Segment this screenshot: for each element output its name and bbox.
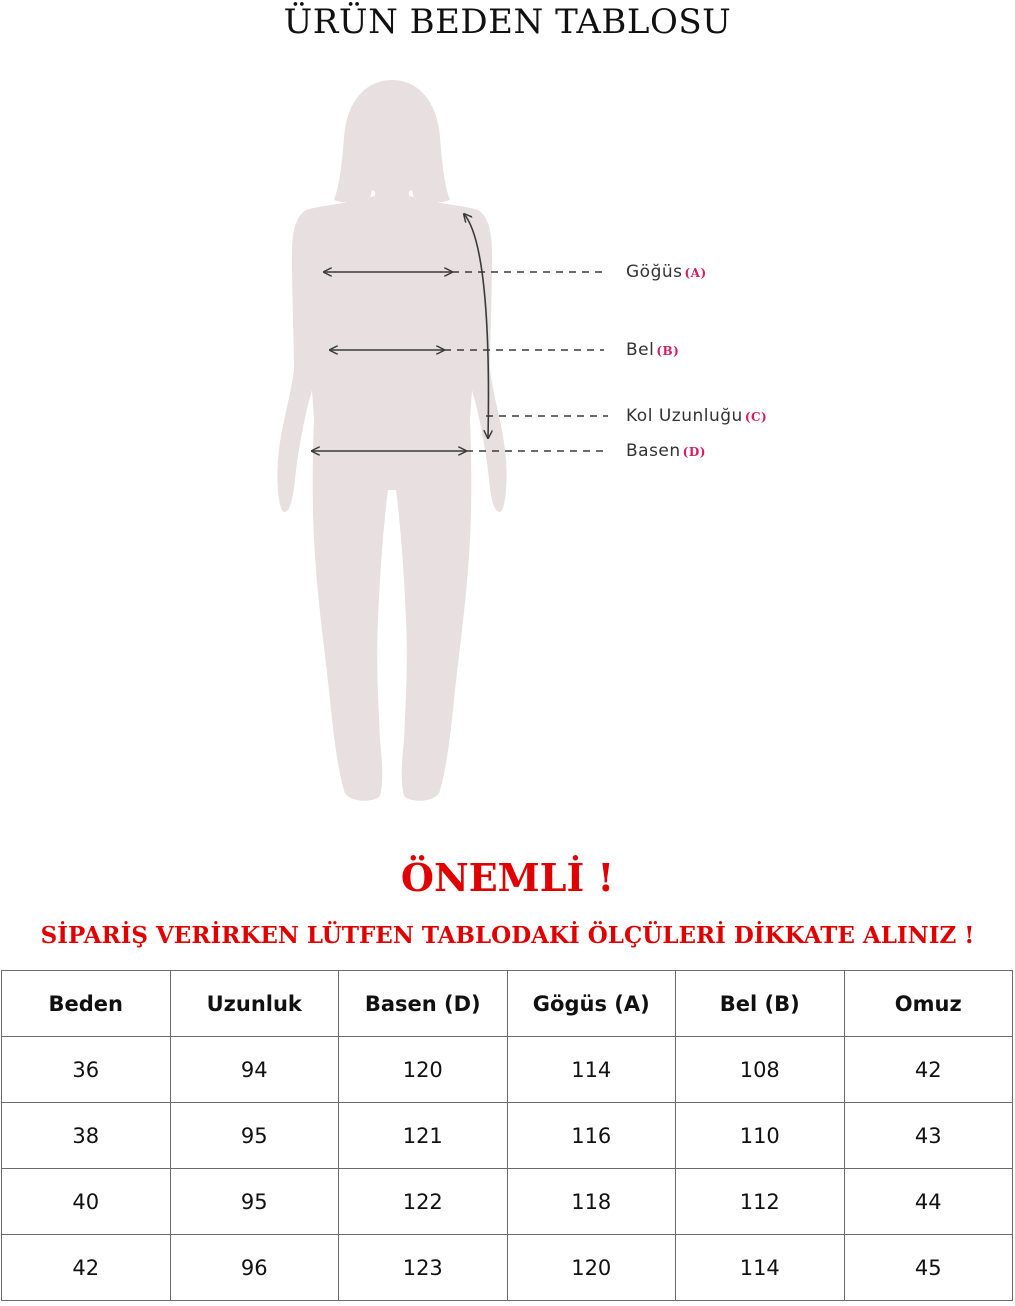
table-cell: 96 xyxy=(170,1235,339,1301)
header-uzunluk: Uzunluk xyxy=(170,971,339,1037)
woman-silhouette xyxy=(277,80,506,801)
table-cell: 42 xyxy=(844,1037,1013,1103)
page-title: ÜRÜN BEDEN TABLOSU xyxy=(283,2,732,42)
hip-label-text: Basen xyxy=(626,441,681,461)
sleeve-label xyxy=(626,406,767,426)
table-cell: 36 xyxy=(2,1037,171,1103)
table-row xyxy=(2,1235,1013,1301)
table-header-row xyxy=(2,971,1013,1037)
table-cell: 112 xyxy=(676,1169,845,1235)
header-omuz: Omuz xyxy=(844,971,1013,1037)
table-cell: 94 xyxy=(170,1037,339,1103)
table-cell: 43 xyxy=(844,1103,1013,1169)
table-cell: 120 xyxy=(339,1037,508,1103)
sleeve-label-code: (C) xyxy=(744,410,768,424)
table-row xyxy=(2,1037,1013,1103)
table-cell: 45 xyxy=(844,1235,1013,1301)
header-beden: Beden xyxy=(2,971,171,1037)
important-heading: ÖNEMLİ ! xyxy=(400,855,615,900)
header-bel: Bel (B) xyxy=(676,971,845,1037)
chest-label-code: (A) xyxy=(684,266,707,280)
table-cell: 123 xyxy=(339,1235,508,1301)
table-cell: 118 xyxy=(507,1169,676,1235)
waist-label-code: (B) xyxy=(656,344,680,358)
table-cell: 38 xyxy=(2,1103,171,1169)
table-cell: 108 xyxy=(676,1037,845,1103)
table-cell: 120 xyxy=(507,1235,676,1301)
chest-label xyxy=(626,262,707,282)
sleeve-label-text: Kol Uzunluğu xyxy=(626,406,743,426)
hip-label xyxy=(626,441,706,461)
table-cell: 116 xyxy=(507,1103,676,1169)
table-row xyxy=(2,1103,1013,1169)
order-warning: SİPARİŞ VERİRKEN LÜTFEN TABLODAKİ ÖLÇÜLERİ DİKKATE ALINIZ ! xyxy=(40,922,975,949)
hip-label-code: (D) xyxy=(682,445,706,459)
table-cell: 42 xyxy=(2,1235,171,1301)
table-cell: 122 xyxy=(339,1169,508,1235)
table-cell: 114 xyxy=(507,1037,676,1103)
table-cell: 110 xyxy=(676,1103,845,1169)
table-row xyxy=(2,1169,1013,1235)
chest-label-text: Göğüs xyxy=(626,262,683,282)
table-cell: 40 xyxy=(2,1169,171,1235)
waist-label xyxy=(626,340,679,360)
table-cell: 114 xyxy=(676,1235,845,1301)
table-cell: 95 xyxy=(170,1169,339,1235)
waist-label-text: Bel xyxy=(626,340,655,360)
size-table xyxy=(1,970,1013,1301)
table-cell: 44 xyxy=(844,1169,1013,1235)
header-gogus: Gögüs (A) xyxy=(507,971,676,1037)
table-cell: 95 xyxy=(170,1103,339,1169)
table-cell: 121 xyxy=(339,1103,508,1169)
header-basen: Basen (D) xyxy=(339,971,508,1037)
